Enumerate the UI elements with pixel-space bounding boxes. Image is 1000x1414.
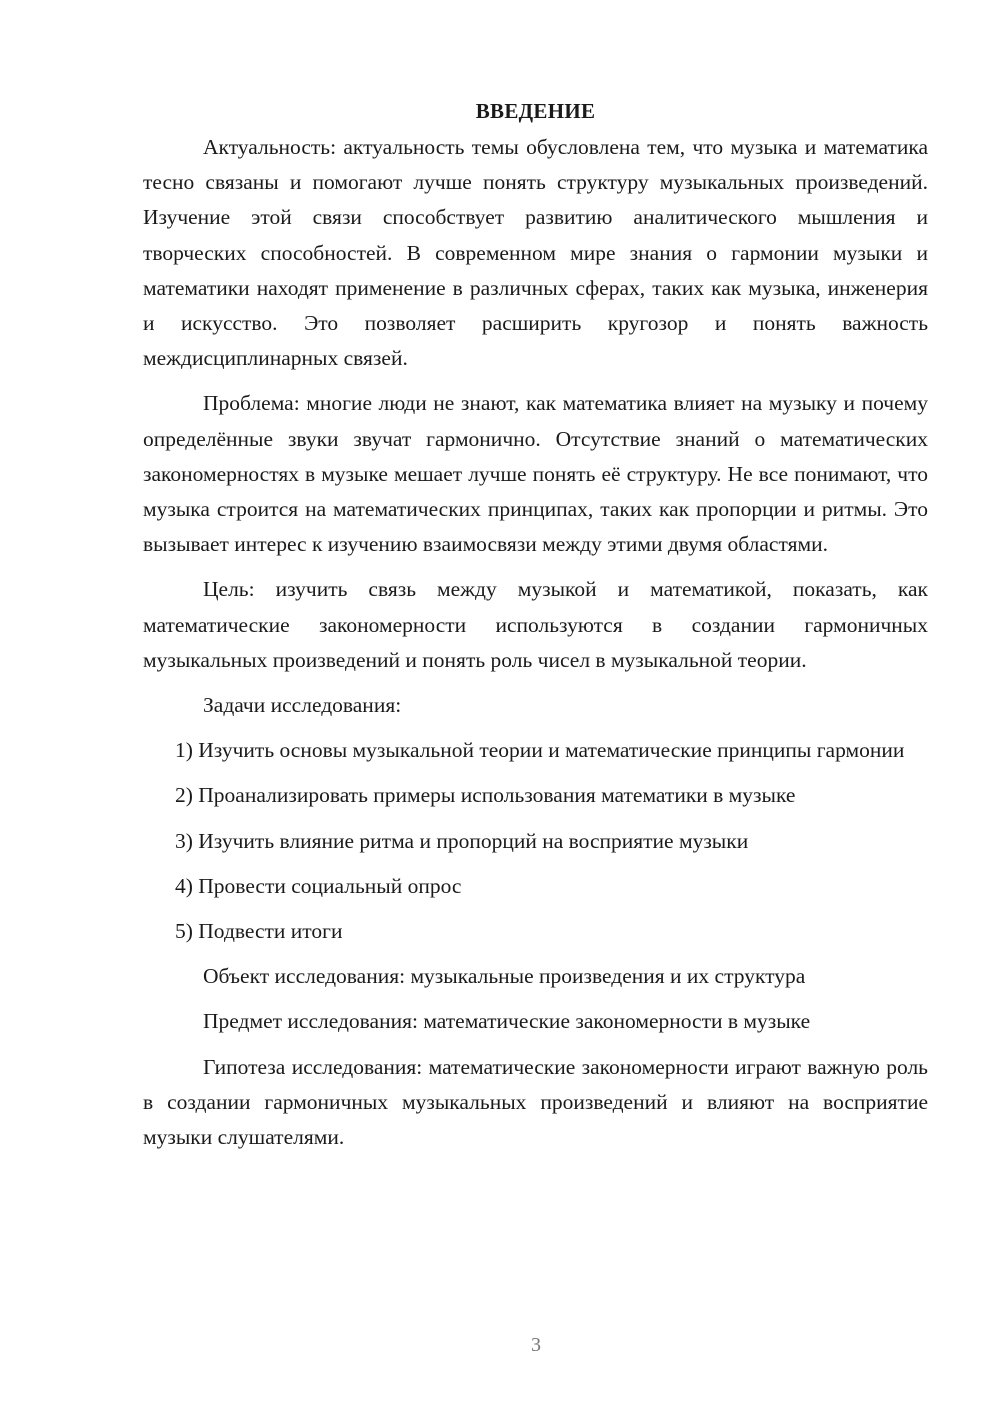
paragraph-relevance: Актуальность: актуальность темы обусловлена тем, что музыка и математика тесно связаны и помогают лучше понять структуру музыкальных произведений. Изучение этой связи способствует развитию аналитического мышления и творческих способностей. В современном мире знания о гармонии музыки и математики находят применение в различных сферах, таких как музыка, инженерия и искусство. Это позволяет расширить кругозор и понять важность междисциплинарных связей.	[143, 135, 928, 371]
task-item: 4) Провести социальный опрос	[175, 873, 462, 898]
paragraph-subject: Предмет исследования: математические закономерности в музыке	[203, 1009, 811, 1034]
task-item: 1) Изучить основы музыкальной теории и математические принципы гармонии	[175, 738, 905, 763]
task-item: 5) Подвести итоги	[175, 919, 343, 944]
paragraph-goal: Цель: изучить связь между музыкой и математикой, показать, как математические закономерности используются в создании гармоничных музыкальных произведений и понять роль чисел в музыкальной теории.	[143, 577, 928, 672]
page-number: 3	[531, 1334, 541, 1356]
paragraph-object: Объект исследования: музыкальные произведения и их структура	[203, 964, 806, 989]
tasks-list	[143, 733, 928, 949]
section-heading: ВВЕДЕНИЕ	[475, 99, 596, 123]
task-item: 3) Изучить влияние ритма и пропорций на восприятие музыки	[175, 828, 749, 853]
paragraph-problem: Проблема: многие люди не знают, как математика влияет на музыку и почему определённые звуки звучат гармонично. Отсутствие знаний о математических закономерностях в музыке мешает лучше понять её структуру. Не все понимают, что музыка строится на математических принципах, таких как пропорции и ритмы. Это вызывает интерес к изучению взаимосвязи между этими двумя областями.	[143, 391, 928, 557]
document-page	[143, 96, 928, 1165]
task-item: 2) Проанализировать примеры использования математики в музыке	[175, 783, 796, 808]
paragraph-hypothesis: Гипотеза исследования: математические закономерности играют важную роль в создании гармоничных музыкальных произведений и влияют на восприятие музыки слушателями.	[143, 1054, 928, 1150]
tasks-title: Задачи исследования:	[203, 693, 402, 718]
